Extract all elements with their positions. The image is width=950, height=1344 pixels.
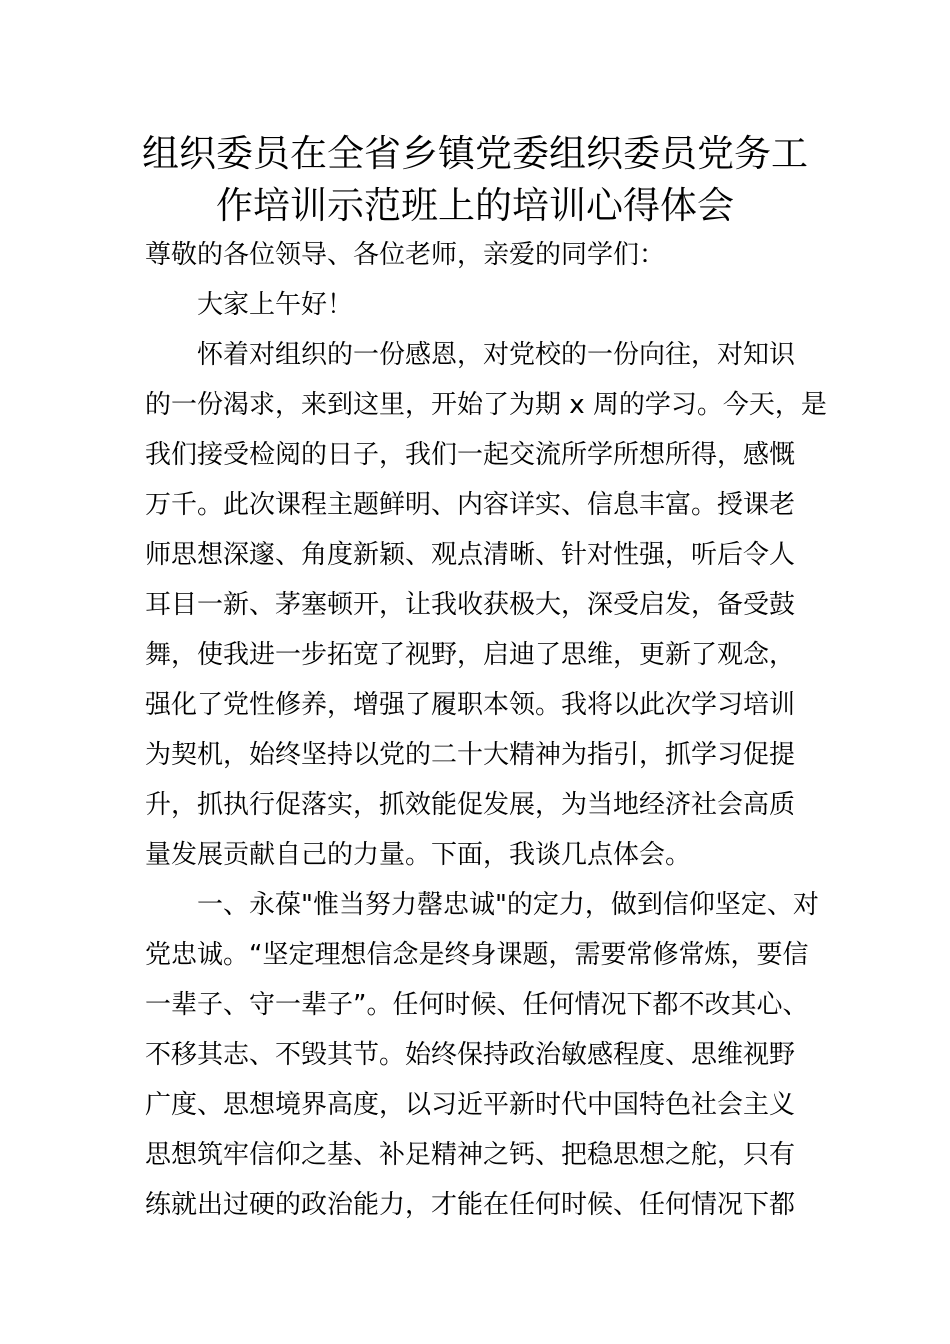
paragraph-1-line: 怀着对组织的一份感恩，对党校的一份向往，对知识 bbox=[197, 340, 796, 370]
paragraph-1-line: 舞，使我进一步拓宽了视野，启迪了思维，更新了观念， bbox=[145, 640, 796, 670]
paragraph-1-line: 强化了党性修养，增强了履职本领。我将以此次学习培训 bbox=[145, 690, 796, 720]
paragraph-1-line: 我们接受检阅的日子，我们一起交流所学所想所得，感慨 bbox=[145, 440, 796, 470]
paragraph-1-line: 的一份渴求，来到这里，开始了为期 x 周的学习。今天，是 bbox=[145, 390, 827, 420]
document-body bbox=[145, 230, 827, 1230]
paragraph-2-line: 党忠诚。“坚定理想信念是终身课题，需要常修常炼，要信 bbox=[145, 940, 809, 970]
paragraph-1-line: 升，抓执行促落实，抓效能促发展，为当地经济社会高质 bbox=[145, 790, 796, 820]
paragraph-2-line: 思想筑牢信仰之基、补足精神之钙、把稳思想之舵，只有 bbox=[145, 1140, 796, 1170]
paragraph-2-line: 练就出过硬的政治能力，才能在任何时候、任何情况下都 bbox=[145, 1190, 796, 1220]
paragraph-2-line: 广度、思想境界高度，以习近平新时代中国特色社会主义 bbox=[145, 1090, 796, 1120]
paragraph-1-line: 为契机，始终坚持以党的二十大精神为指引，抓学习促提 bbox=[145, 740, 796, 770]
document-title bbox=[120, 128, 830, 232]
paragraph-1-line: 师思想深邃、角度新颖、观点清晰、针对性强，听后令人 bbox=[145, 540, 796, 570]
paragraph-1-line: 量发展贡献自己的力量。下面，我谈几点体会。 bbox=[145, 840, 692, 870]
paragraph-2-line: 一辈子、守一辈子”。任何时候、任何情况下都不改其心、 bbox=[145, 990, 809, 1020]
paragraph-2 bbox=[145, 880, 819, 1230]
paragraph-2-line: 一、永葆"惟当努力罄忠诚"的定力，做到信仰坚定、对 bbox=[197, 890, 819, 920]
paragraph-1-line: 耳目一新、茅塞顿开，让我收获极大，深受启发，备受鼓 bbox=[145, 590, 796, 620]
paragraph-2-line: 不移其志、不毁其节。始终保持政治敏感程度、思维视野 bbox=[145, 1040, 796, 1070]
title-line-2: 作培训示范班上的培训心得体会 bbox=[216, 184, 734, 227]
paragraph-1-line: 万千。此次课程主题鲜明、内容详实、信息丰富。授课老 bbox=[145, 490, 796, 520]
salutation: 尊敬的各位领导、各位老师，亲爱的同学们： bbox=[145, 240, 666, 270]
title-line-1: 组织委员在全省乡镇党委组织委员党务工 bbox=[142, 132, 808, 175]
paragraph-1 bbox=[145, 330, 827, 880]
greeting: 大家上午好！ bbox=[197, 290, 354, 320]
